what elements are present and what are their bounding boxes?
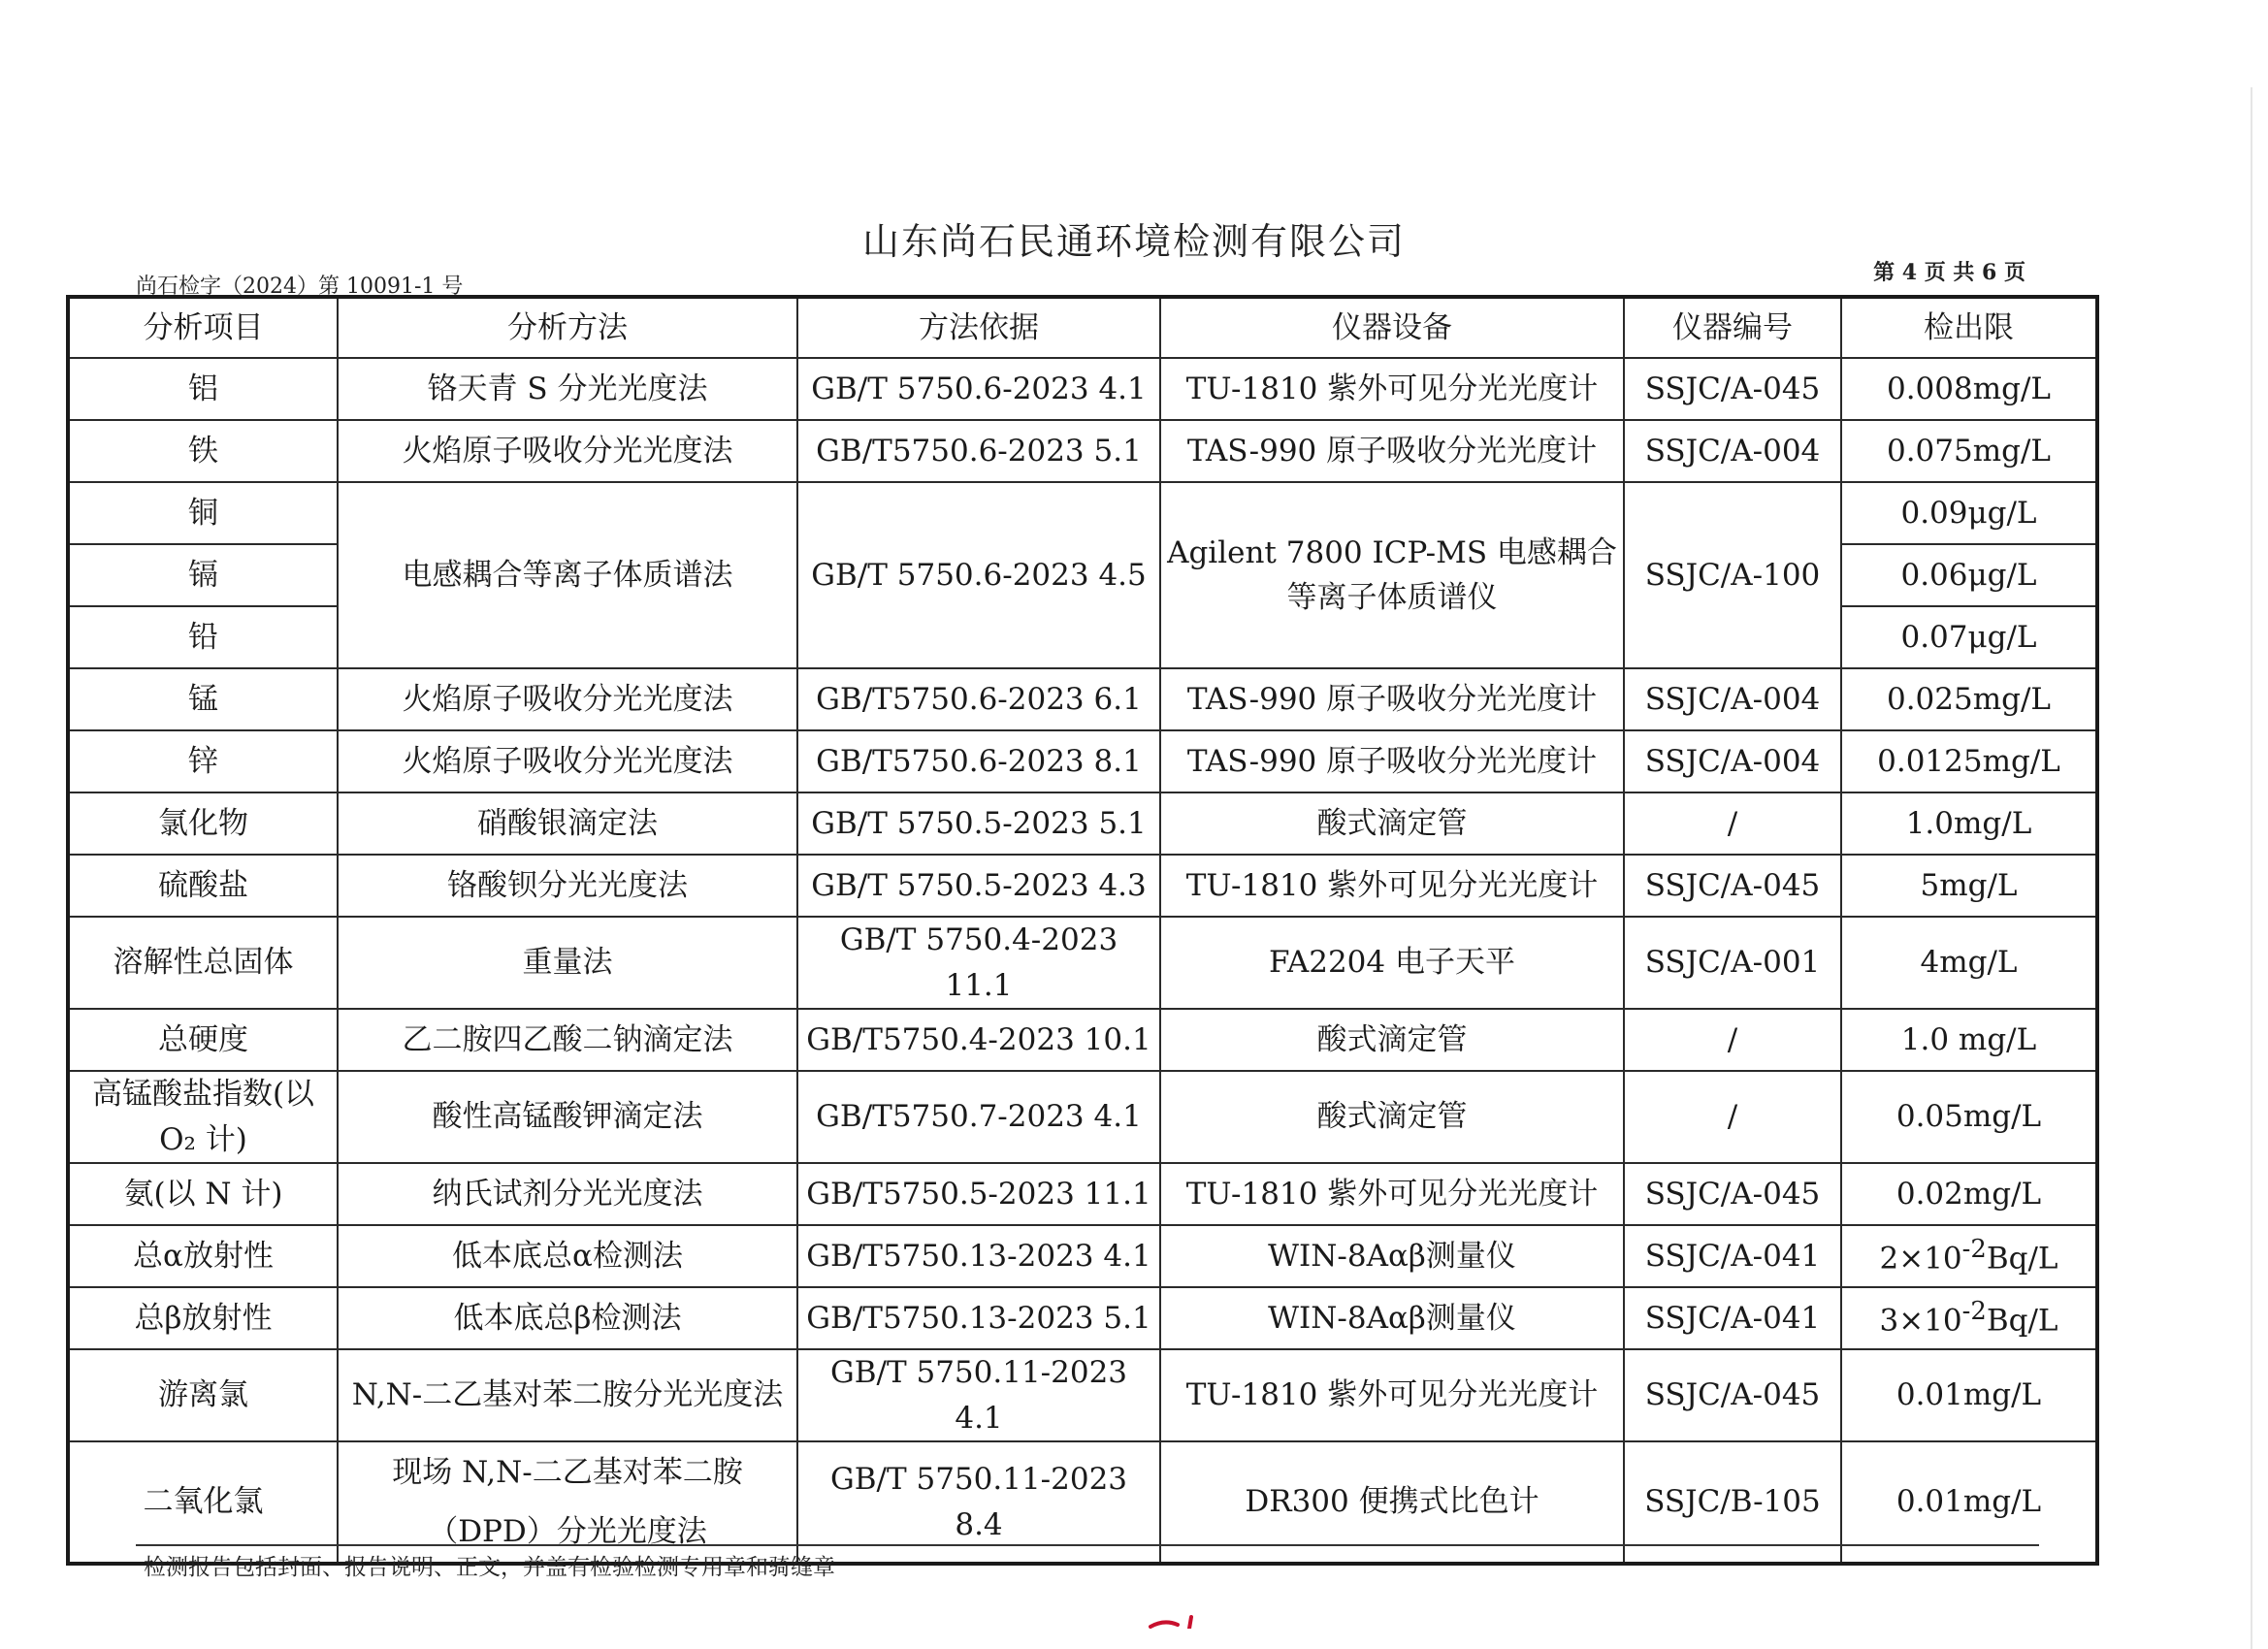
stamp-fragment-icon xyxy=(1149,1615,1209,1629)
cell-item: 溶解性总固体 xyxy=(68,917,338,1009)
cell-instrument: TU-1810 紫外可见分光光度计 xyxy=(1160,1163,1624,1225)
cell-code: SSJC/A-045 xyxy=(1624,358,1841,420)
table-row xyxy=(68,420,2097,482)
cell-method: N,N-二乙基对苯二胺分光光度法 xyxy=(338,1349,797,1441)
cell-instrument: TAS-990 原子吸收分光光度计 xyxy=(1160,730,1624,792)
cell-basis: GB/T5750.4-2023 10.1 xyxy=(797,1009,1160,1071)
cell-item: 镉 xyxy=(68,544,338,606)
cell-item: 总β放射性 xyxy=(68,1287,338,1349)
cell-method: 电感耦合等离子体质谱法 xyxy=(338,482,797,668)
test-method-table xyxy=(66,295,2099,1566)
cell-basis: GB/T5750.7-2023 4.1 xyxy=(797,1071,1160,1163)
table-row xyxy=(68,1349,2097,1441)
cell-basis: GB/T5750.13-2023 5.1 xyxy=(797,1287,1160,1349)
table-row xyxy=(68,1225,2097,1287)
cell-code: / xyxy=(1624,1071,1841,1163)
footer-note: 检测报告包括封面、报告说明、正文，并盖有检验检测专用章和骑缝章 xyxy=(144,1555,835,1580)
col-header-detection-limit: 检出限 xyxy=(1841,297,2097,358)
cell-method: 重量法 xyxy=(338,917,797,1009)
cell-code: SSJC/A-100 xyxy=(1624,482,1841,668)
cell-code: SSJC/A-045 xyxy=(1624,1163,1841,1225)
cell-instrument: TU-1810 紫外可见分光光度计 xyxy=(1160,358,1624,420)
cell-instrument: TU-1810 紫外可见分光光度计 xyxy=(1160,1349,1624,1441)
cell-limit: 4mg/L xyxy=(1841,917,2097,1009)
cell-code: / xyxy=(1624,1009,1841,1071)
cell-item: 铝 xyxy=(68,358,338,420)
cell-basis: GB/T5750.5-2023 11.1 xyxy=(797,1163,1160,1225)
cell-limit: 0.01mg/L xyxy=(1841,1349,2097,1441)
cell-item: 氯化物 xyxy=(68,792,338,855)
cell-method: 铬天青 S 分光光度法 xyxy=(338,358,797,420)
limit-base: 3×10 xyxy=(1879,1303,1962,1339)
cell-basis: GB/T 5750.5-2023 5.1 xyxy=(797,792,1160,855)
cell-item xyxy=(68,1071,338,1163)
cell-code: SSJC/A-004 xyxy=(1624,420,1841,482)
page-indicator: 第 4 页 共 6 页 xyxy=(1873,260,2025,285)
cell-basis: GB/T 5750.6-2023 4.5 xyxy=(797,482,1160,668)
cell-method: 低本底总α检测法 xyxy=(338,1225,797,1287)
table-row xyxy=(68,1009,2097,1071)
cell-item-line-2: O₂ 计) xyxy=(159,1121,247,1157)
cell-limit: 0.008mg/L xyxy=(1841,358,2097,420)
cell-item: 二氧化氯 xyxy=(68,1441,338,1564)
table-row xyxy=(68,668,2097,730)
cell-item: 铜 xyxy=(68,482,338,544)
cell-basis: GB/T 5750.4-2023 11.1 xyxy=(797,917,1160,1009)
table-row xyxy=(68,482,2097,544)
cell-method: 火焰原子吸收分光光度法 xyxy=(338,668,797,730)
cell-code: SSJC/A-041 xyxy=(1624,1225,1841,1287)
col-header-item: 分析项目 xyxy=(68,297,338,358)
cell-limit xyxy=(1841,1225,2097,1287)
cell-item: 锌 xyxy=(68,730,338,792)
cell-instrument: TAS-990 原子吸收分光光度计 xyxy=(1160,420,1624,482)
cell-limit: 1.0mg/L xyxy=(1841,792,2097,855)
limit-exponent: -2 xyxy=(1961,1297,1987,1327)
cell-basis: GB/T5750.6-2023 8.1 xyxy=(797,730,1160,792)
cell-instrument: Agilent 7800 ICP-MS 电感耦合等离子体质谱仪 xyxy=(1160,482,1624,668)
cell-instrument: TAS-990 原子吸收分光光度计 xyxy=(1160,668,1624,730)
cell-method: 低本底总β检测法 xyxy=(338,1287,797,1349)
cell-basis: GB/T 5750.11-2023 8.4 xyxy=(797,1441,1160,1564)
col-header-basis: 方法依据 xyxy=(797,297,1160,358)
cell-code: SSJC/B-105 xyxy=(1624,1441,1841,1564)
cell-limit: 0.0125mg/L xyxy=(1841,730,2097,792)
cell-instrument: WIN-8Aαβ测量仪 xyxy=(1160,1287,1624,1349)
cell-item: 总硬度 xyxy=(68,1009,338,1071)
cell-instrument: FA2204 电子天平 xyxy=(1160,917,1624,1009)
company-title: 山东尚石民通环境检测有限公司 xyxy=(861,220,1406,263)
table-header-row xyxy=(68,297,2097,358)
cell-code: SSJC/A-004 xyxy=(1624,730,1841,792)
cell-code: SSJC/A-045 xyxy=(1624,1349,1841,1441)
cell-limit: 0.01mg/L xyxy=(1841,1441,2097,1564)
cell-basis: GB/T5750.13-2023 4.1 xyxy=(797,1225,1160,1287)
cell-item: 总α放射性 xyxy=(68,1225,338,1287)
table-row xyxy=(68,792,2097,855)
cell-basis: GB/T5750.6-2023 5.1 xyxy=(797,420,1160,482)
cell-item: 锰 xyxy=(68,668,338,730)
cell-method: 火焰原子吸收分光光度法 xyxy=(338,730,797,792)
table-row xyxy=(68,1071,2097,1163)
cell-code: SSJC/A-045 xyxy=(1624,855,1841,917)
cell-instrument: WIN-8Aαβ测量仪 xyxy=(1160,1225,1624,1287)
cell-basis: GB/T 5750.11-2023 4.1 xyxy=(797,1349,1160,1441)
limit-unit: Bq/L xyxy=(1986,1303,2058,1339)
table-row xyxy=(68,855,2097,917)
cell-method: 乙二胺四乙酸二钠滴定法 xyxy=(338,1009,797,1071)
cell-limit: 0.06μg/L xyxy=(1841,544,2097,606)
cell-code: SSJC/A-004 xyxy=(1624,668,1841,730)
col-header-instrument-code: 仪器编号 xyxy=(1624,297,1841,358)
cell-limit: 0.075mg/L xyxy=(1841,420,2097,482)
cell-item: 铁 xyxy=(68,420,338,482)
cell-item: 游离氯 xyxy=(68,1349,338,1441)
cell-limit: 0.07μg/L xyxy=(1841,606,2097,668)
cell-instrument: 酸式滴定管 xyxy=(1160,792,1624,855)
table-row xyxy=(68,730,2097,792)
footer-divider xyxy=(136,1544,2039,1546)
cell-basis: GB/T 5750.5-2023 4.3 xyxy=(797,855,1160,917)
table-row xyxy=(68,1163,2097,1225)
cell-method: 纳氏试剂分光光度法 xyxy=(338,1163,797,1225)
col-header-instrument: 仪器设备 xyxy=(1160,297,1624,358)
cell-code: SSJC/A-041 xyxy=(1624,1287,1841,1349)
table-row xyxy=(68,358,2097,420)
cell-item-line-1: 高锰酸盐指数(以 xyxy=(91,1077,315,1112)
cell-limit: 1.0 mg/L xyxy=(1841,1009,2097,1071)
cell-item: 铅 xyxy=(68,606,338,668)
limit-exponent: -2 xyxy=(1961,1235,1987,1265)
cell-limit: 0.025mg/L xyxy=(1841,668,2097,730)
cell-instrument: DR300 便携式比色计 xyxy=(1160,1441,1624,1564)
cell-method: 铬酸钡分光光度法 xyxy=(338,855,797,917)
table-row xyxy=(68,1287,2097,1349)
cell-code: SSJC/A-001 xyxy=(1624,917,1841,1009)
cell-method: 硝酸银滴定法 xyxy=(338,792,797,855)
cell-item: 氨(以 N 计) xyxy=(68,1163,338,1225)
cell-limit: 0.05mg/L xyxy=(1841,1071,2097,1163)
limit-unit: Bq/L xyxy=(1986,1241,2058,1277)
cell-basis: GB/T 5750.6-2023 4.1 xyxy=(797,358,1160,420)
test-method-table-container xyxy=(66,295,2095,1566)
limit-base: 2×10 xyxy=(1879,1241,1962,1277)
scan-edge-line xyxy=(2251,87,2252,1649)
cell-limit: 0.09μg/L xyxy=(1841,482,2097,544)
cell-method-line-1: 现场 N,N-二乙基对苯二胺 xyxy=(392,1455,743,1491)
cell-instrument: 酸式滴定管 xyxy=(1160,1009,1624,1071)
cell-instrument: 酸式滴定管 xyxy=(1160,1071,1624,1163)
cell-method: 酸性高锰酸钾滴定法 xyxy=(338,1071,797,1163)
cell-method-line-2: （DPD）分光光度法 xyxy=(428,1513,707,1549)
cell-code: / xyxy=(1624,792,1841,855)
cell-item: 硫酸盐 xyxy=(68,855,338,917)
cell-limit: 0.02mg/L xyxy=(1841,1163,2097,1225)
col-header-method: 分析方法 xyxy=(338,297,797,358)
cell-basis: GB/T5750.6-2023 6.1 xyxy=(797,668,1160,730)
table-row xyxy=(68,917,2097,1009)
cell-instrument: TU-1810 紫外可见分光光度计 xyxy=(1160,855,1624,917)
cell-limit xyxy=(1841,1287,2097,1349)
cell-method: 火焰原子吸收分光光度法 xyxy=(338,420,797,482)
cell-limit: 5mg/L xyxy=(1841,855,2097,917)
report-number: 尚石检字（2024）第 10091-1 号 xyxy=(136,275,464,299)
